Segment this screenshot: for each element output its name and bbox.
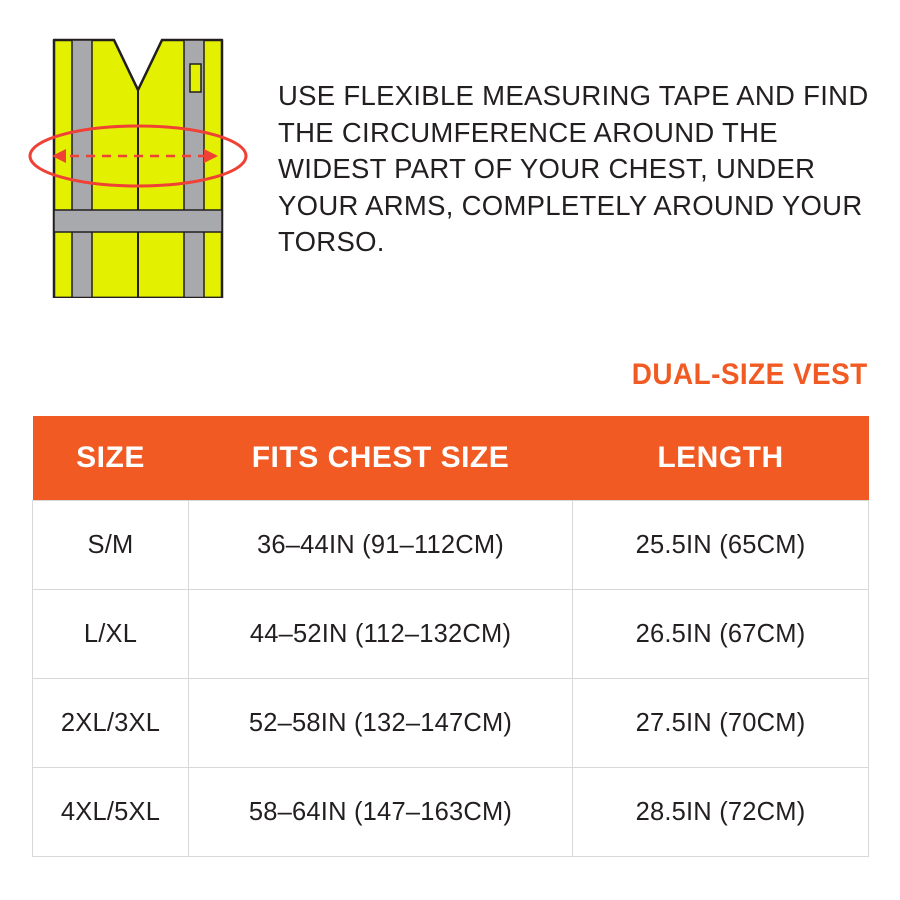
table-row [33,768,869,857]
cell-length: 27.5IN (70CM) [573,679,869,768]
cell-length: 28.5IN (72CM) [573,768,869,857]
instruction-text: USE FLEXIBLE MEASURING TAPE AND FIND THE CIRCUMFERENCE AROUND THE WIDEST PART OF YOUR CHEST, UNDER YOUR ARMS, COMPLETELY AROUND YOUR TORSO. [278,80,869,258]
reflective-stripe-vertical-left [72,40,92,298]
measurement-instruction-section [0,0,900,330]
cell-length: 25.5IN (65CM) [573,501,869,590]
size-chart-table [32,416,869,857]
table-row [33,679,869,768]
cell-chest: 58–64IN (147–163CM) [189,768,573,857]
table-body [33,501,869,857]
reflective-stripe-horizontal [54,210,222,232]
column-header-chest: FITS CHEST SIZE [189,416,573,501]
cell-chest: 44–52IN (112–132CM) [189,590,573,679]
table-title: DUAL-SIZE VEST [632,358,868,391]
column-header-length: LENGTH [573,416,869,501]
table-row [33,501,869,590]
table-header [33,416,869,501]
cell-size: S/M [33,501,189,590]
cell-size: 4XL/5XL [33,768,189,857]
safety-vest-illustration [18,28,258,298]
table-row [33,590,869,679]
table-header-row [33,416,869,501]
cell-size: L/XL [33,590,189,679]
vest-pocket-detail [190,64,201,92]
cell-chest: 36–44IN (91–112CM) [189,501,573,590]
vest-icon [18,28,258,298]
column-header-size: SIZE [33,416,189,501]
cell-chest: 52–58IN (132–147CM) [189,679,573,768]
instruction-text-block [278,78,890,261]
cell-size: 2XL/3XL [33,679,189,768]
cell-length: 26.5IN (67CM) [573,590,869,679]
